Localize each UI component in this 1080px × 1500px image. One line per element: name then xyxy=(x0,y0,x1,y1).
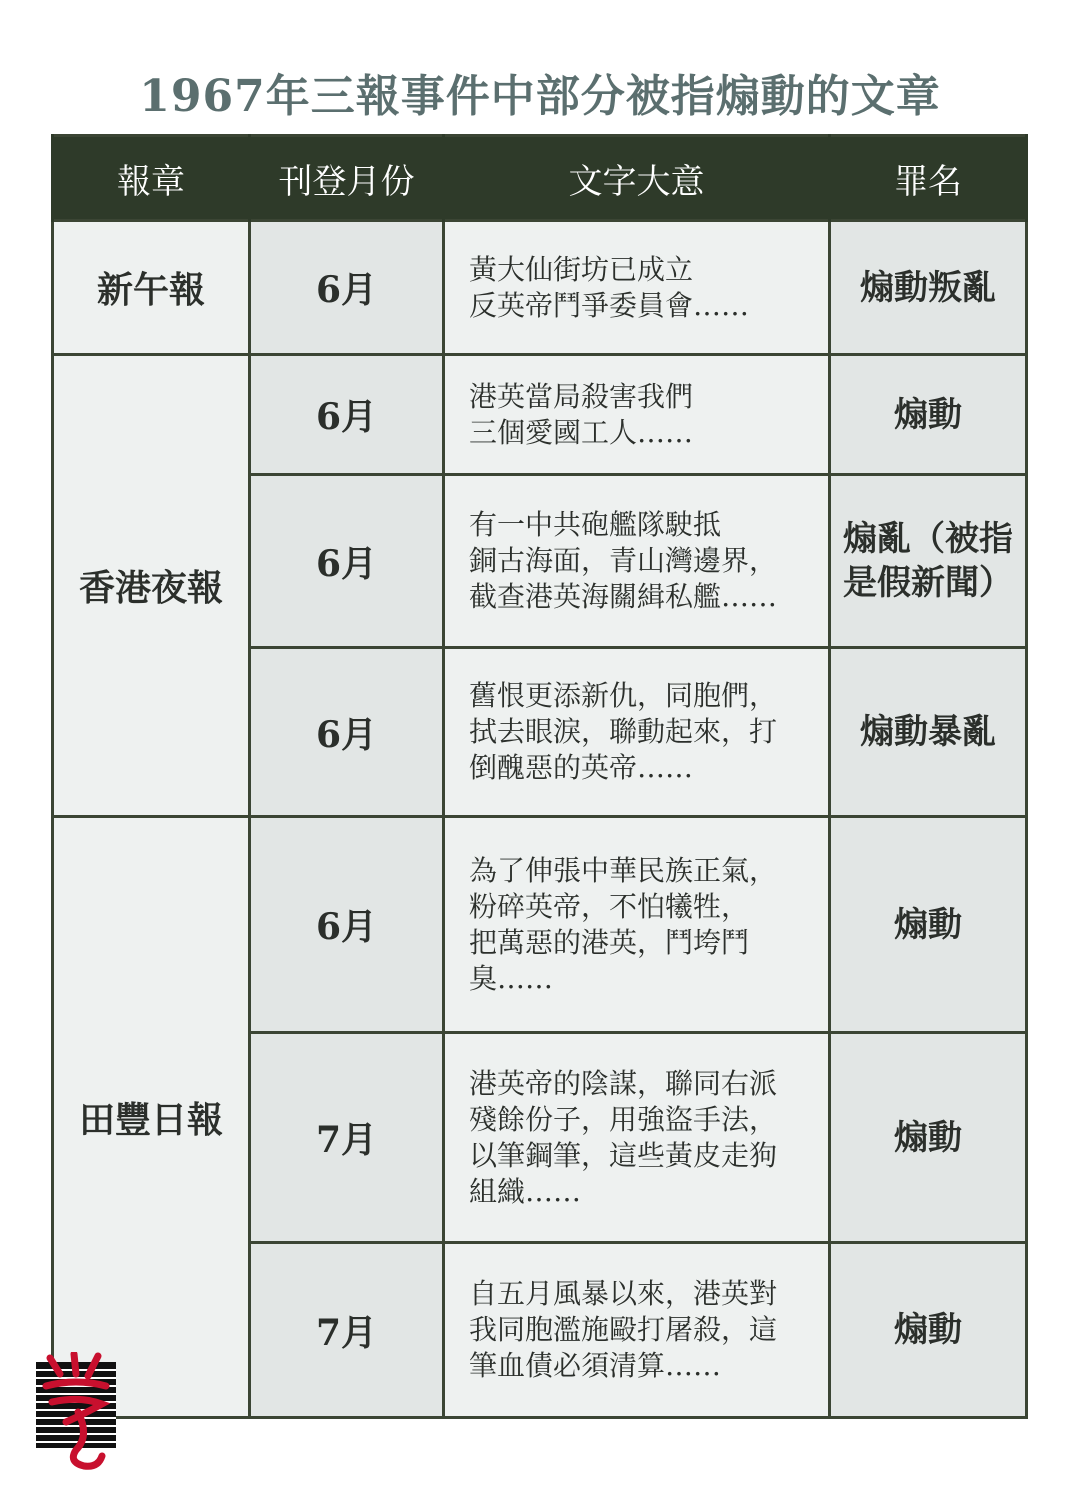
paper-cell: 田豐日報 xyxy=(53,817,250,1418)
table-row xyxy=(53,221,1027,355)
month-cell: 7月 xyxy=(250,1243,444,1418)
content-line: 我同胞濫施毆打屠殺，這 xyxy=(469,1313,778,1346)
charge-cell xyxy=(830,221,1027,355)
content-line: 把萬惡的港英，鬥垮鬥 xyxy=(469,925,750,959)
content-line: 銅古海面，青山灣邊界， xyxy=(469,544,778,577)
header-content: 文字大意 xyxy=(444,136,830,221)
content-cell xyxy=(444,355,830,475)
page-title: 1967年三報事件中部分被指煽動的文章 xyxy=(139,71,941,122)
charge-cell xyxy=(830,1243,1027,1418)
content-line: 反英帝鬥爭委員會…… xyxy=(469,288,750,322)
content-line: 截查港英海關緝私艦…… xyxy=(469,580,778,613)
charge-line: 煽動 xyxy=(894,1117,962,1158)
charge-line: 煽動叛亂 xyxy=(860,267,996,308)
table-row xyxy=(53,817,1027,1033)
content-cell xyxy=(444,817,830,1033)
charge-cell xyxy=(830,817,1027,1033)
month-cell: 6月 xyxy=(250,648,444,817)
content-line: 臭…… xyxy=(469,961,554,995)
articles-table xyxy=(51,134,1028,1419)
header-charge: 罪名 xyxy=(830,136,1027,221)
charge-cell xyxy=(830,355,1027,475)
content-line: 三個愛國工人…… xyxy=(469,415,694,449)
charge-line: 是假新聞） xyxy=(843,563,1013,603)
charge-line: 煽亂（被指 xyxy=(843,519,1013,559)
charge-line: 煽動 xyxy=(894,394,962,435)
content-line: 黃大仙街坊已成立 xyxy=(469,252,694,286)
content-line: 組織…… xyxy=(469,1174,582,1208)
header-paper: 報章 xyxy=(53,136,250,221)
content-line: 拭去眼淚，聯動起來，打 xyxy=(469,715,778,748)
content-line: 殘餘份子，用強盜手法， xyxy=(469,1102,778,1136)
header-month: 刊登月份 xyxy=(250,136,444,221)
charge-cell xyxy=(830,475,1027,648)
content-line: 筆血債必須清算…… xyxy=(469,1349,722,1382)
charge-cell xyxy=(830,648,1027,817)
table-row xyxy=(53,355,1027,475)
calligraphy-seal-icon xyxy=(32,1352,120,1470)
paper-cell: 香港夜報 xyxy=(53,355,250,817)
content-line: 港英帝的陰謀，聯同右派 xyxy=(469,1066,778,1100)
content-cell xyxy=(444,648,830,817)
content-cell xyxy=(444,221,830,355)
content-line: 為了伸張中華民族正氣， xyxy=(469,853,778,887)
month-cell: 7月 xyxy=(250,1033,444,1243)
paper-cell: 新午報 xyxy=(53,221,250,355)
content-line: 倒醜惡的英帝…… xyxy=(469,751,694,784)
content-line: 舊恨更添新仇，同胞們， xyxy=(469,679,778,712)
month-cell: 6月 xyxy=(250,221,444,355)
charge-line: 煽動 xyxy=(894,1310,962,1350)
content-line: 港英當局殺害我們 xyxy=(469,379,694,413)
month-cell: 6月 xyxy=(250,817,444,1033)
content-cell xyxy=(444,1243,830,1418)
month-cell: 6月 xyxy=(250,355,444,475)
charge-line: 煽動暴亂 xyxy=(860,712,996,752)
month-cell: 6月 xyxy=(250,475,444,648)
content-line: 自五月風暴以來，港英對 xyxy=(469,1277,778,1310)
content-line: 以筆鋼筆，這些黃皮走狗 xyxy=(469,1138,778,1172)
content-cell xyxy=(444,475,830,648)
charge-cell xyxy=(830,1033,1027,1243)
table-header-row xyxy=(53,136,1027,221)
charge-line: 煽動 xyxy=(894,904,962,945)
content-cell xyxy=(444,1033,830,1243)
content-line: 粉碎英帝，不怕犧牲， xyxy=(469,889,750,923)
content-line: 有一中共砲艦隊駛抵 xyxy=(469,508,722,541)
